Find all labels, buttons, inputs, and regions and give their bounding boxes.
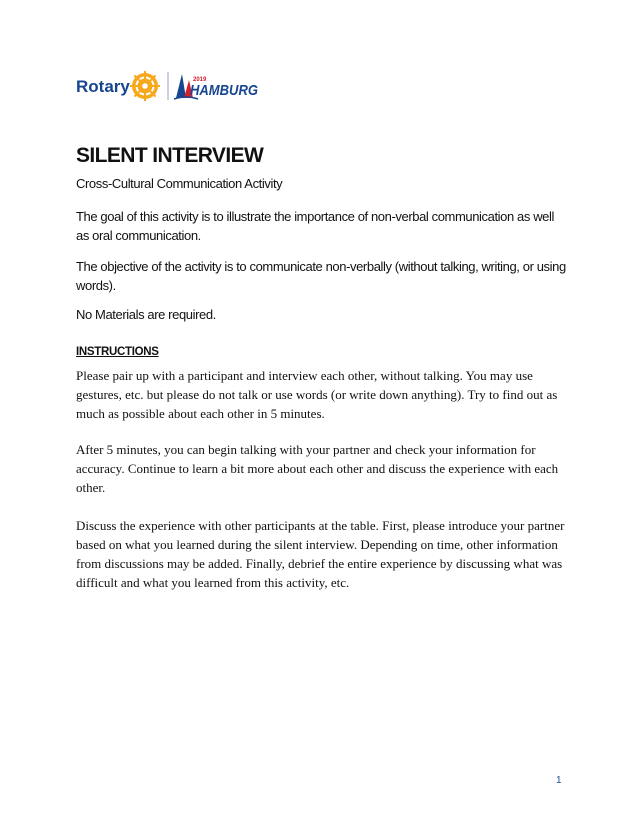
rotary-hamburg-logo-graphic xyxy=(76,68,266,104)
materials-paragraph: No Materials are required. xyxy=(76,307,216,322)
instruction-paragraph-1: Please pair up with a participant and interview each other, without talking. You may use gestures, etc. but please do not talk or use words (or write down anything). Try to find out as much as possible about each other in 5 minutes. xyxy=(76,368,558,421)
instruction-paragraph-3: Discuss the experience with other participants at the table. First, please introduce your partner based on what you learned during the silent interview. Depending on time, other information from discussions may be added. Finally, debrief the entire experience by discussing what was difficult and what you learned from this activity, etc. xyxy=(76,518,565,590)
objective-paragraph: The objective of the activity is to communicate non-verbally (without talking, writing, or using words). xyxy=(76,259,566,293)
rotary-wheel-icon xyxy=(130,71,160,101)
page-subtitle: Cross-Cultural Communication Activity xyxy=(76,176,283,191)
logo-city: HAMBURG xyxy=(190,82,259,99)
rotary-wordmark: Rotary xyxy=(76,77,130,96)
instructions-heading: INSTRUCTIONS xyxy=(76,346,159,358)
rotary-hamburg-logo xyxy=(76,68,266,104)
page-title: SILENT INTERVIEW xyxy=(76,144,264,167)
page-number: 1 xyxy=(556,775,562,786)
instruction-paragraph-2: After 5 minutes, you can begin talking with your partner and check your information for accuracy. Continue to learn a bit more about each other and discuss the experience with each other. xyxy=(76,442,559,495)
logo-year: 2019 xyxy=(193,77,207,83)
goal-paragraph: The goal of this activity is to illustrate the importance of non-verbal communication as well as oral communication. xyxy=(76,209,554,243)
